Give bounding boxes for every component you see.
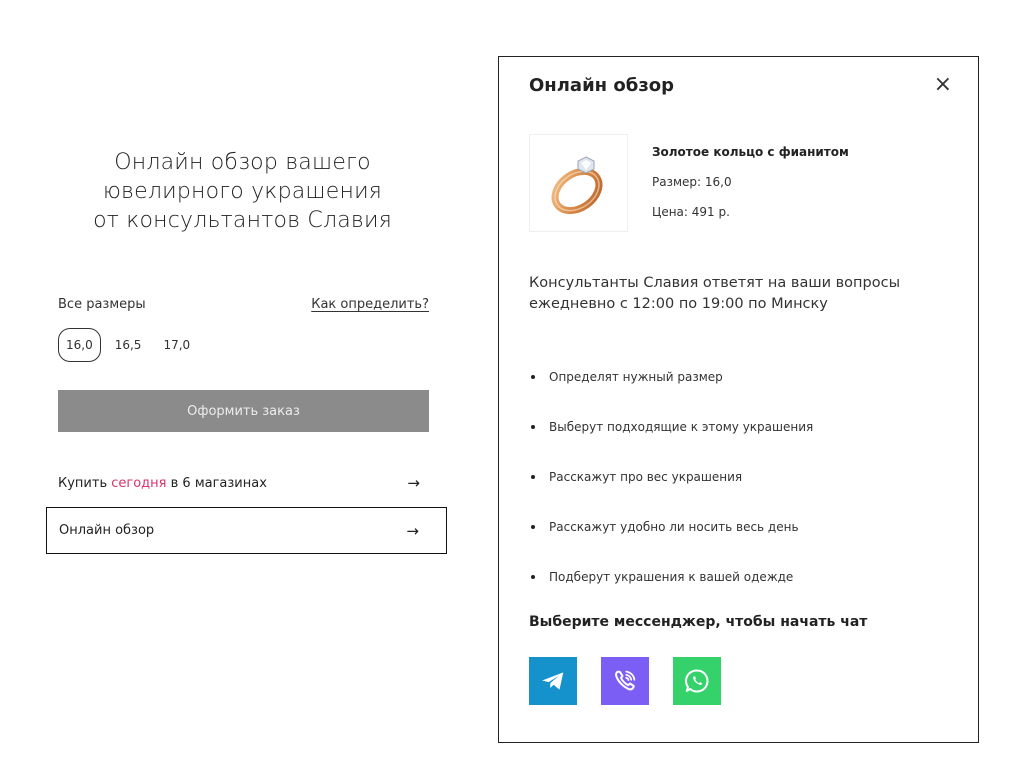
buy-suffix: в 6 магазинах bbox=[166, 475, 267, 491]
sizes-label: Все размеры bbox=[58, 297, 146, 312]
consult-line-2: ежедневно с 12:00 по 19:00 по Минску bbox=[529, 296, 828, 312]
list-item: Расскажут про вес украшения bbox=[529, 452, 813, 502]
size-guide-link[interactable]: Как определить? bbox=[311, 297, 429, 312]
messenger-title: Выберите мессенджер, чтобы начать чат bbox=[529, 614, 868, 630]
list-item: Определят нужный размер bbox=[529, 352, 813, 402]
viber-button[interactable] bbox=[601, 657, 649, 705]
size-option-16-5[interactable]: 16,5 bbox=[114, 338, 142, 352]
arrow-right-icon: → bbox=[407, 474, 420, 492]
size-option-17-0[interactable]: 17,0 bbox=[163, 338, 191, 352]
buy-today-highlight: сегодня bbox=[111, 475, 167, 491]
list-item: Выберут подходящие к этому украшения bbox=[529, 402, 813, 452]
size-option-16-0[interactable]: 16,0 bbox=[58, 328, 101, 362]
size-selector bbox=[58, 328, 198, 362]
buy-in-stores-row[interactable] bbox=[58, 467, 420, 499]
buy-prefix: Купить bbox=[58, 475, 112, 491]
messenger-buttons bbox=[529, 657, 721, 705]
modal-title: Онлайн обзор bbox=[529, 75, 675, 96]
page-title bbox=[60, 148, 425, 235]
title-line-1: Онлайн обзор вашего bbox=[114, 150, 371, 175]
consult-line-1: Консультанты Славия ответят на ваши вопросы bbox=[529, 275, 901, 291]
whatsapp-icon bbox=[683, 667, 711, 695]
product-price: Цена: 491 р. bbox=[652, 205, 730, 219]
telegram-button[interactable] bbox=[529, 657, 577, 705]
whatsapp-button[interactable] bbox=[673, 657, 721, 705]
benefits-list bbox=[529, 352, 813, 602]
product-image bbox=[529, 134, 628, 232]
list-item: Расскажут удобно ли носить весь день bbox=[529, 502, 813, 552]
ring-icon bbox=[539, 143, 619, 223]
buy-in-stores-text bbox=[58, 476, 267, 491]
product-size: Размер: 16,0 bbox=[652, 175, 732, 189]
list-item: Подберут украшения к вашей одежде bbox=[529, 552, 813, 602]
title-line-3: от консультантов Славия bbox=[93, 208, 392, 233]
telegram-icon bbox=[540, 668, 566, 694]
product-name: Золотое кольцо с фианитом bbox=[652, 145, 849, 159]
online-review-row[interactable] bbox=[46, 507, 447, 554]
title-line-2: ювелирного украшения bbox=[102, 179, 383, 204]
online-review-modal bbox=[498, 56, 979, 743]
consultation-info bbox=[529, 273, 929, 315]
online-review-label: Онлайн обзор bbox=[59, 523, 155, 538]
order-button[interactable]: Оформить заказ bbox=[58, 390, 429, 432]
arrow-right-icon: → bbox=[406, 521, 419, 540]
viber-icon bbox=[610, 666, 640, 696]
close-icon[interactable]: × bbox=[933, 72, 952, 97]
